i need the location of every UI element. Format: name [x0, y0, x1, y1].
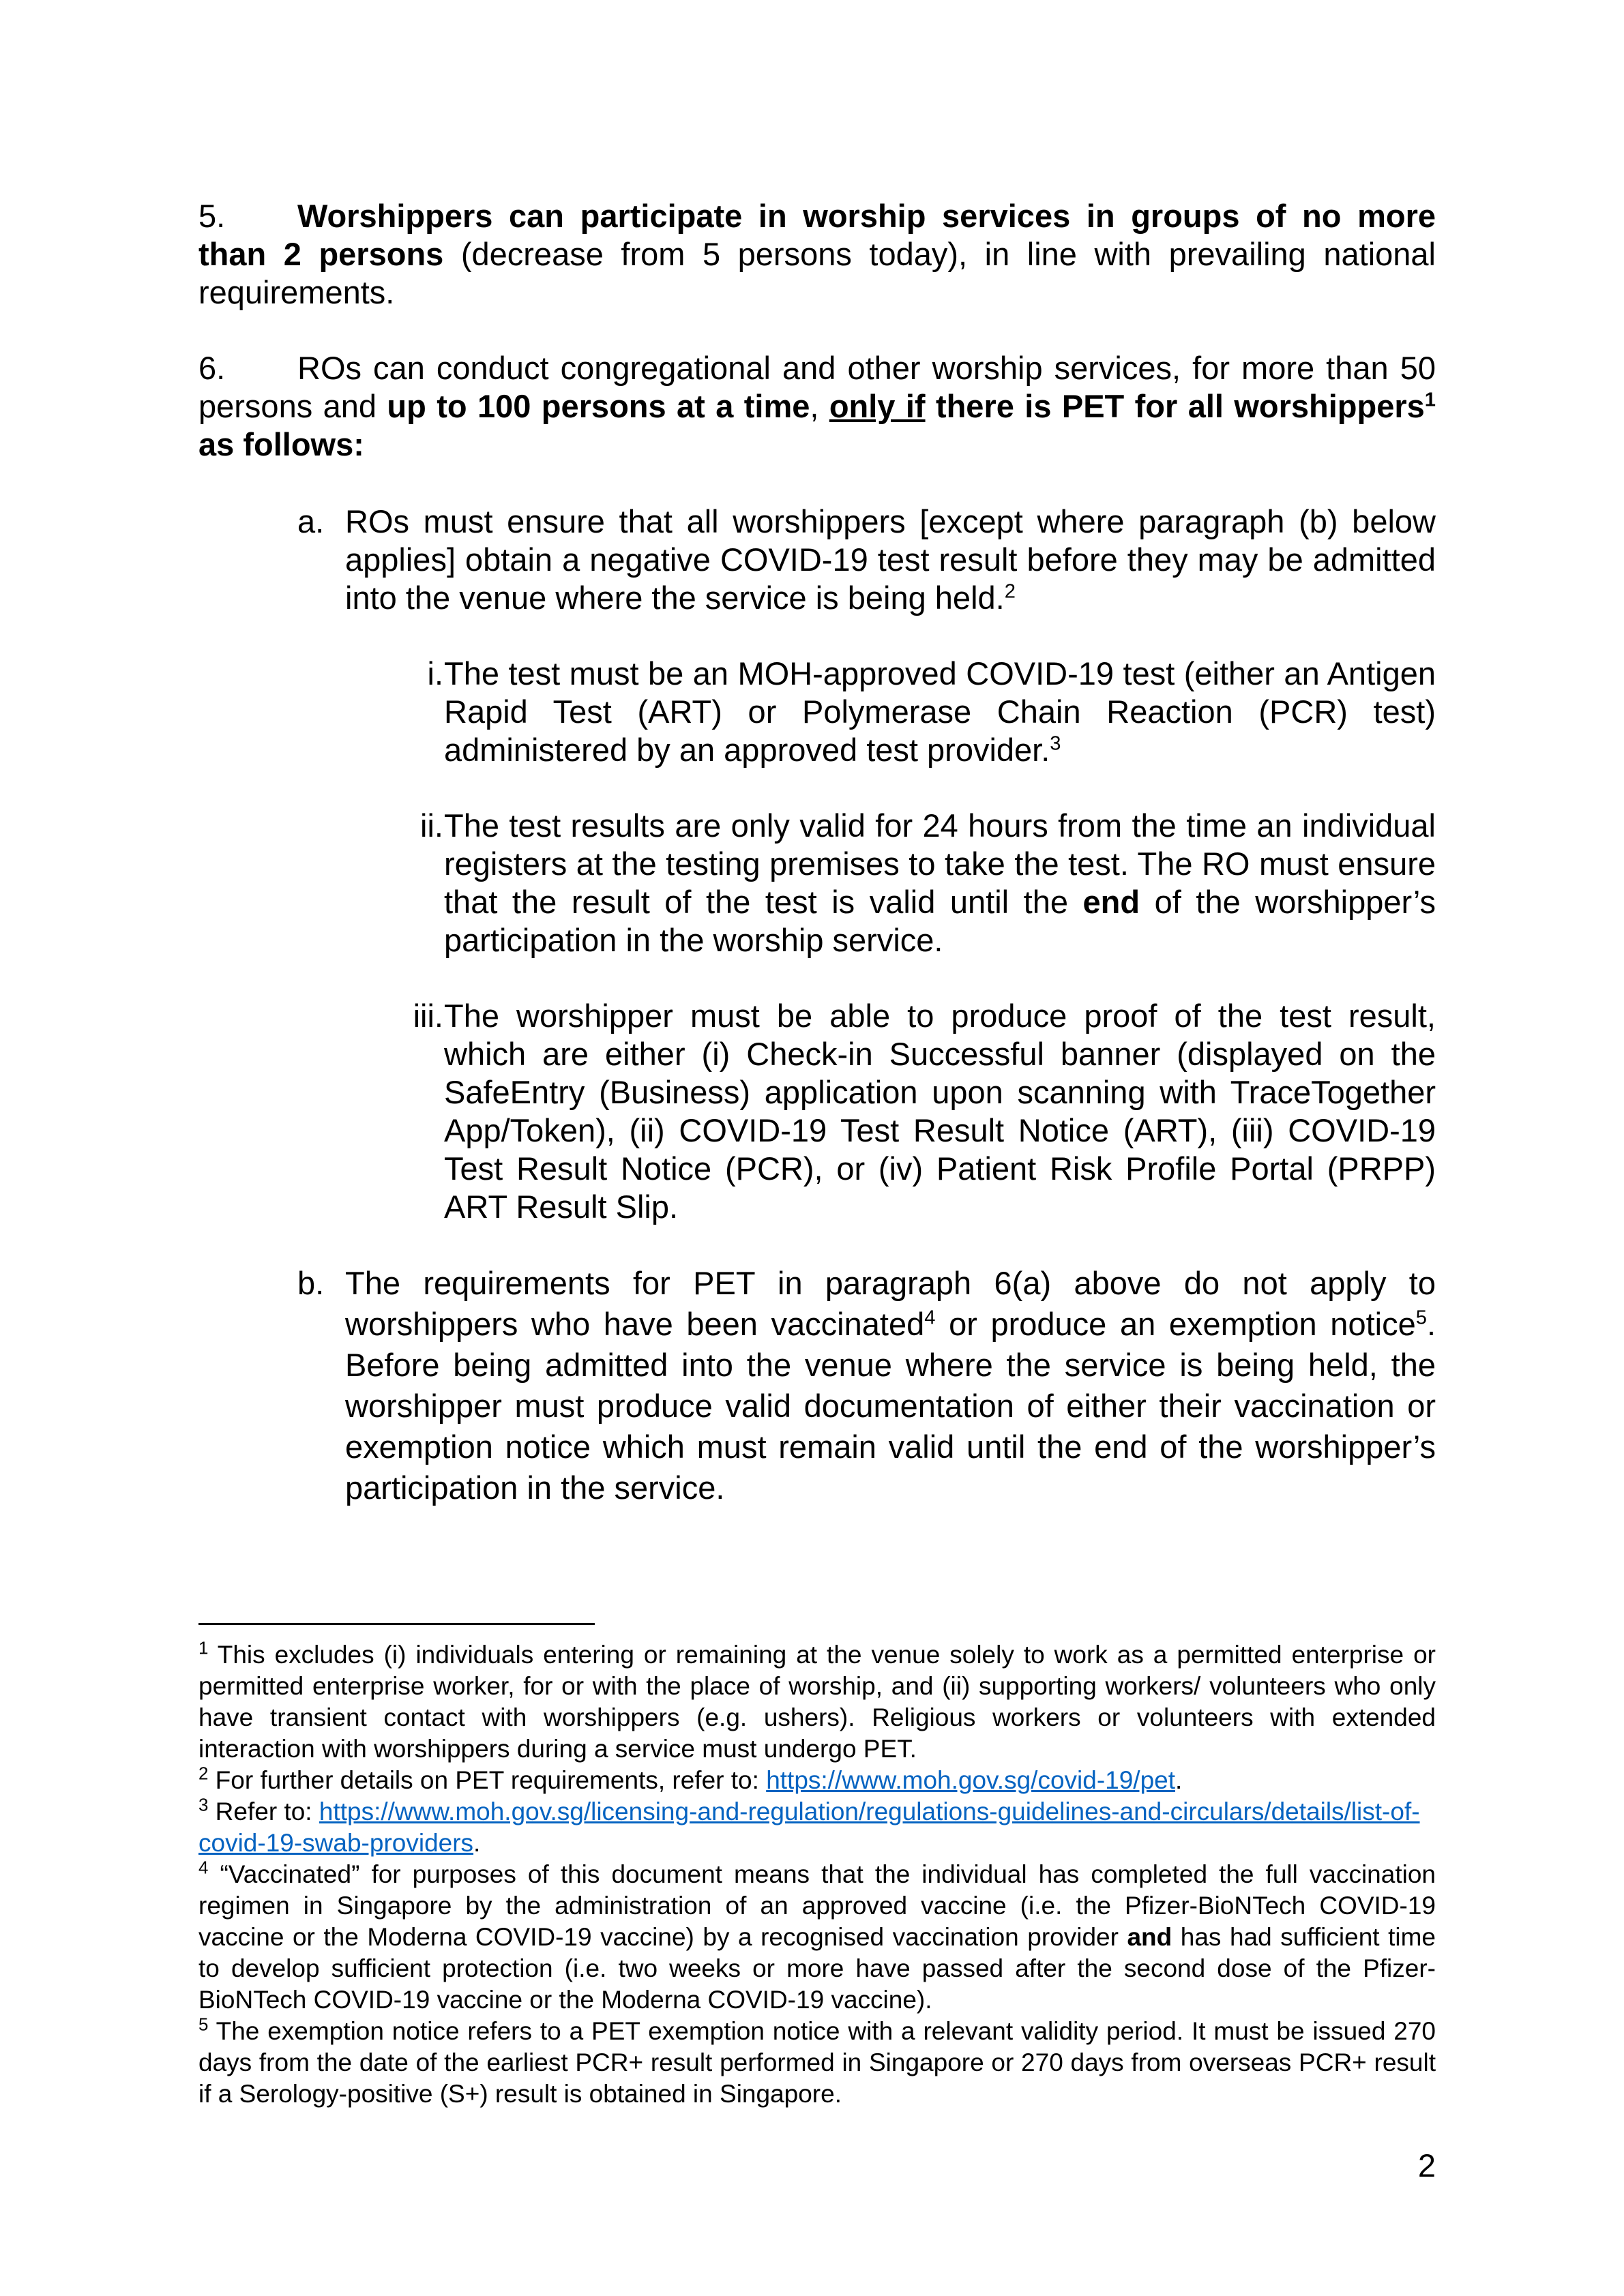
list-item-iii-text: The worshipper must be able to produce proof of the test result, which are either (i) Check-in Successful banner (displayed on the SafeEntry (Business) application upon scanning with TraceTogether App/Token), (ii) COVID-19 Test Result Notice (ART), (iii) COVID-19 Test Result Notice (PCR), or (iv) Patient Risk Profile Portal (PRPP) ART Result Slip. [444, 998, 1436, 1225]
paragraph-6 [198, 349, 1436, 464]
footnote-mark: 1 [198, 1639, 209, 1658]
footnote-1 [198, 1639, 1436, 1765]
list-item-ii-text-2: of the worshipper’s participation in the worship service. [444, 884, 1436, 958]
footnote-5 [198, 2016, 1436, 2110]
list-label: ii. [420, 807, 443, 844]
paragraph-6-bold-2: there is PET for all worshippers [925, 388, 1425, 424]
footnote-3 [198, 1796, 1436, 1859]
list-item-b-text-3: . Before being admitted into the venue where the service is being held, the worshipper must produce valid documentation of either their vaccination or exemption notice which must remain valid until the end of the worshipper’s participation in the service. [345, 1306, 1436, 1506]
list-item-a-text: ROs must ensure that all worshippers [except where paragraph (b) below applies] obtain a negative COVID-19 test result before they may be admitted into the venue where the service is being held. [345, 503, 1436, 616]
list-item-ii-bold: end [1082, 884, 1140, 920]
list-label: b. [297, 1265, 325, 1301]
footnote-ref-4: 4 [924, 1307, 936, 1329]
paragraph-5 [198, 197, 1436, 312]
list-item-iii [382, 997, 1436, 1226]
paragraph-5-text: (decrease from 5 persons today), in line with prevailing national requirements. [198, 236, 1436, 310]
list-item-i-text: The test must be an MOH-approved COVID-19 test (either an Antigen Rapid Test (ART) or Polymerase Chain Reaction (PCR) test) administered by an approved test provider. [444, 655, 1436, 768]
paragraph-5-bold: Worshippers can participate in worship services in groups of no more than 2 persons [198, 198, 1436, 272]
footnote-2-period: . [1175, 1766, 1183, 1794]
footnote-5-text: The exemption notice refers to a PET exemption notice with a relevant validity period. It must be issued 270 days from the date of the earliest PCR+ result performed in Singapore or 270 days from overseas PCR+ result if a Serology-positive (S+) result is obtained in Singapore. [198, 2017, 1436, 2108]
footnote-ref-1: 1 [1424, 389, 1436, 411]
footnote-4-text-2: has had sufficient time to develop sufficient protection (i.e. two weeks or more have passed after the second dose of the Pfizer-BioNTech COVID-19 vaccine or the Moderna COVID-19 vaccine). [198, 1923, 1436, 2014]
footnote-ref-3: 3 [1050, 732, 1061, 755]
paragraph-6-text-1: ROs can conduct congregational and other worship services, for more than 50 persons and [198, 350, 1436, 424]
footnote-mark: 2 [198, 1764, 209, 1784]
paragraph-6-bold-3: as follows: [198, 426, 364, 462]
footnote-mark: 5 [198, 2015, 209, 2035]
list-item-ii-text-1: The test results are only valid for 24 hours from the time an individual registers at the testing premises to take the test. The RO must ensure that the result of the test is valid until the [444, 807, 1436, 920]
footnote-ref-2: 2 [1004, 580, 1016, 603]
page-number: 2 [1417, 2147, 1436, 2183]
footnote-2-link[interactable]: https://www.moh.gov.sg/covid-19/pet [766, 1766, 1176, 1794]
footnote-mark: 3 [198, 1795, 209, 1815]
footnote-2-text: For further details on PET requirements, refer to: [208, 1766, 767, 1794]
footnote-4 [198, 1859, 1436, 2016]
list-label: a. [297, 503, 325, 539]
footnote-3-text: Refer to: [208, 1798, 319, 1825]
footnote-ref-5: 5 [1415, 1307, 1427, 1329]
list-label: iii. [413, 998, 443, 1034]
footnote-2 [198, 1765, 1436, 1796]
list-item-b [297, 1263, 1436, 1508]
list-item-a [297, 503, 1436, 617]
paragraph-6-text-2: , [810, 388, 829, 424]
footnote-4-text-1: “Vaccinated” for purposes of this document means that the individual has completed the full vaccination regimen in Singapore by the administration of an approved vaccine (i.e. the Pfizer-BioNTech COVID-19 vaccine or the Moderna COVID-19 vaccine) by a recognised vaccination provider [198, 1860, 1436, 1951]
footnote-3-period: . [473, 1829, 481, 1857]
footnote-4-bold: and [1127, 1923, 1172, 1951]
paragraph-6-underline: only if [829, 388, 926, 424]
list-label: i. [427, 655, 443, 691]
paragraph-number: 5. [198, 198, 226, 234]
footnote-1-text: This excludes (i) individuals entering or remaining at the venue solely to work as a permitted enterprise or permitted enterprise worker, for or with the place of worship, and (ii) supporting workers/ volunteers who only have transient contact with worshippers (e.g. ushers). Religious workers or volunteers with extended interaction with worshippers during a service must undergo PET. [198, 1641, 1436, 1763]
paragraph-6-bold-1: up to 100 persons at a time [387, 388, 810, 424]
paragraph-number: 6. [198, 350, 226, 386]
footnote-mark: 4 [198, 1858, 209, 1878]
list-item-b-text-2: or produce an exemption notice [935, 1306, 1416, 1342]
list-item-i [382, 655, 1436, 769]
list-item-ii [382, 807, 1436, 959]
list-item-b-text-1: The requirements for PET in paragraph 6(a) above do not apply to worshippers who have been vaccinated [345, 1265, 1436, 1342]
footnote-3-link[interactable]: https://www.moh.gov.sg/licensing-and-regulation/regulations-guidelines-and-circulars/details/list-of-covid-19-swab-providers [198, 1798, 1420, 1857]
footnote-separator [198, 1623, 595, 1625]
